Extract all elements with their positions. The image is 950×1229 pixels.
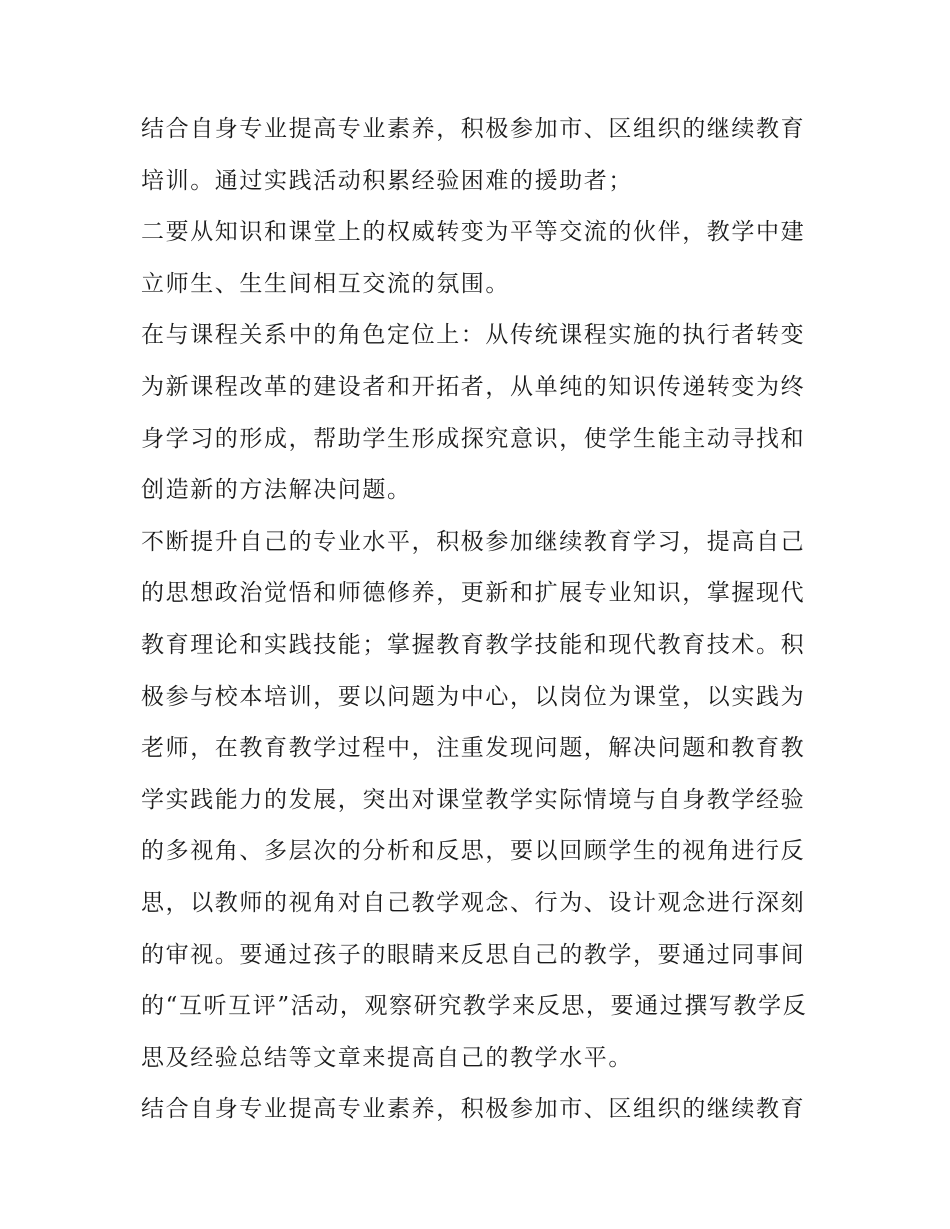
text-line: 结合自身专业提高专业素养，积极参加市、区组织的继续教育 bbox=[141, 1096, 806, 1123]
text-line: 培训。通过实践活动积累经验困难的援助者； bbox=[141, 167, 633, 194]
text-line: 在与课程关系中的角色定位上：从传统课程实施的执行者转变 bbox=[141, 322, 806, 349]
paragraph-1 bbox=[141, 104, 813, 207]
text-line: 身学习的形成，帮助学生形成探究意识，使学生能主动寻找和 bbox=[141, 425, 806, 452]
text-line: 老师，在教育教学过程中，注重发现问题，解决问题和教育教 bbox=[141, 735, 806, 762]
text-line: 为新课程改革的建设者和开拓者，从单纯的知识传递转变为终 bbox=[141, 373, 806, 400]
text-line: 创造新的方法解决问题。 bbox=[141, 477, 412, 504]
text-line: 思及经验总结等文章来提高自己的教学水平。 bbox=[141, 1044, 633, 1071]
paragraph-3 bbox=[141, 310, 813, 516]
text-line: 的“互听互评”活动，观察研究教学来反思，要通过撰写教学反 bbox=[141, 993, 808, 1020]
text-line: 不断提升自己的专业水平，积极参加继续教育学习，提高自己 bbox=[141, 528, 806, 555]
paragraph-5 bbox=[141, 1084, 813, 1136]
document-body bbox=[141, 104, 813, 1136]
text-line: 思，以教师的视角对自己教学观念、行为、设计观念进行深刻 bbox=[141, 889, 806, 916]
text-line: 教育理论和实践技能；掌握教育教学技能和现代教育技术。积 bbox=[141, 631, 806, 658]
paragraph-2 bbox=[141, 207, 813, 310]
text-line: 结合自身专业提高专业素养，积极参加市、区组织的继续教育 bbox=[141, 116, 806, 142]
text-line: 二要从知识和课堂上的权威转变为平等交流的伙伴，教学中建 bbox=[141, 219, 806, 246]
text-line: 学实践能力的发展，突出对课堂教学实际情境与自身教学经验 bbox=[141, 786, 806, 813]
text-line: 的多视角、多层次的分析和反思，要以回顾学生的视角进行反 bbox=[141, 838, 806, 865]
text-line: 立师生、生生间相互交流的氛围。 bbox=[141, 270, 510, 297]
text-line: 的思想政治觉悟和师德修养，更新和扩展专业知识，掌握现代 bbox=[141, 580, 806, 607]
text-line: 的审视。要通过孩子的眼睛来反思自己的教学，要通过同事间 bbox=[141, 941, 806, 968]
text-line: 极参与校本培训，要以问题为中心，以岗位为课堂，以实践为 bbox=[141, 683, 806, 710]
paragraph-4 bbox=[141, 517, 813, 1085]
